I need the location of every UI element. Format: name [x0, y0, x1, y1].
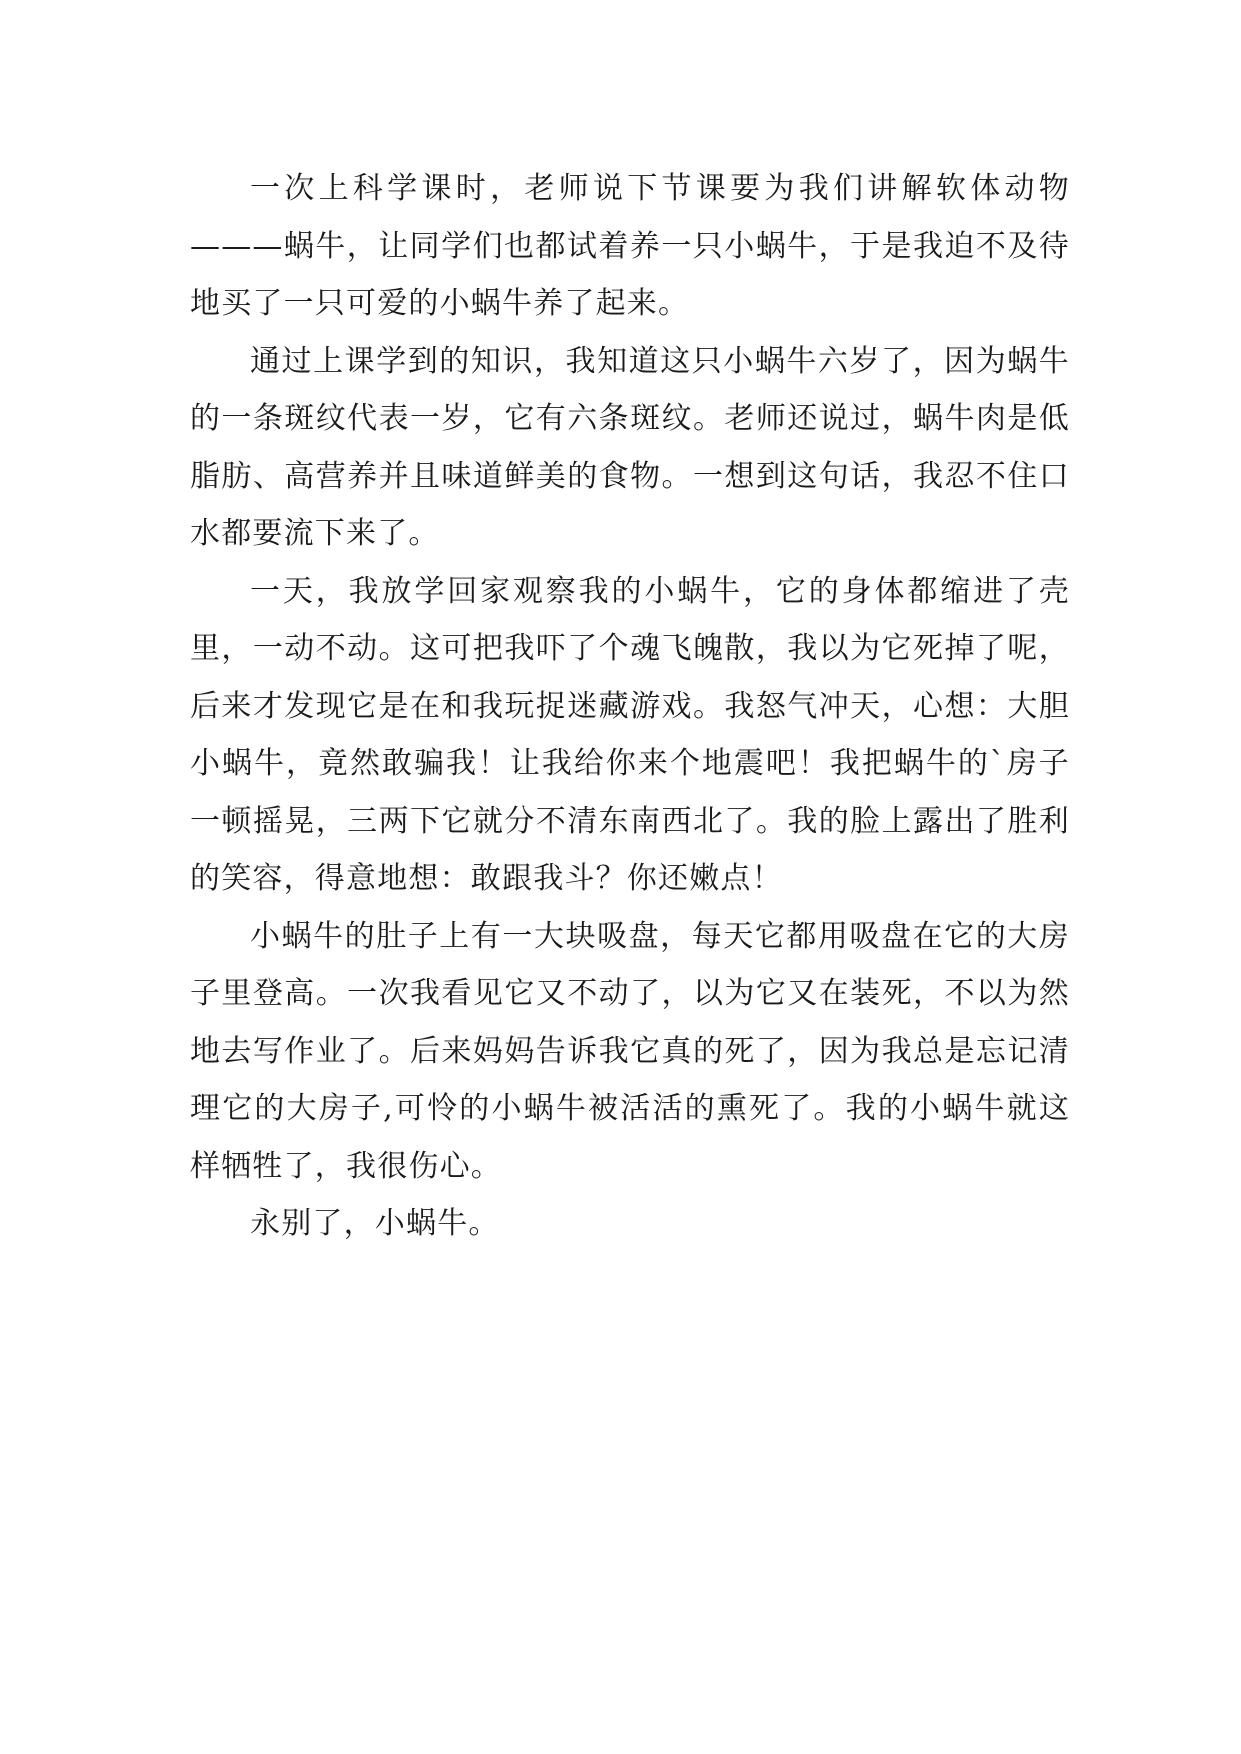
paragraph-1: 一次上科学课时，老师说下节课要为我们讲解软体动物———蜗牛，让同学们也都试着养一只小蜗牛，于是我迫不及待地买了一只可爱的小蜗牛养了起来。: [190, 171, 1070, 321]
essay-body: [190, 160, 1070, 1253]
paragraph-5: 永别了，小蜗牛。: [250, 1206, 500, 1241]
paragraph-2: 通过上课学到的知识，我知道这只小蜗牛六岁了，因为蜗牛的一条斑纹代表一岁，它有六条斑纹。老师还说过，蜗牛肉是低脂肪、高营养并且味道鲜美的食物。一想到这句话，我忍不住口水都要流下来了。: [190, 343, 1070, 551]
paragraph-3: 一天，我放学回家观察我的小蜗牛，它的身体都缩进了壳里，一动不动。这可把我吓了个魂飞魄散，我以为它死掉了呢，后来才发现它是在和我玩捉迷藏游戏。我怒气冲天，心想：大胆小蜗牛，竟然敢骗我！让我给你来个地震吧！我把蜗牛的`房子一顿摇晃，三两下它就分不清东南西北了。我的脸上露出了胜利的笑容，得意地想：敢跟我斗？你还嫩点！: [190, 573, 1070, 896]
paragraph-4: 小蜗牛的肚子上有一大块吸盘，每天它都用吸盘在它的大房子里登高。一次我看见它又不动了，以为它又在装死，不以为然地去写作业了。后来妈妈告诉我它真的死了，因为我总是忘记清理它的大房子,可怜的小蜗牛被活活的熏死了。我的小蜗牛就这样牺牲了，我很伤心。: [190, 918, 1070, 1184]
